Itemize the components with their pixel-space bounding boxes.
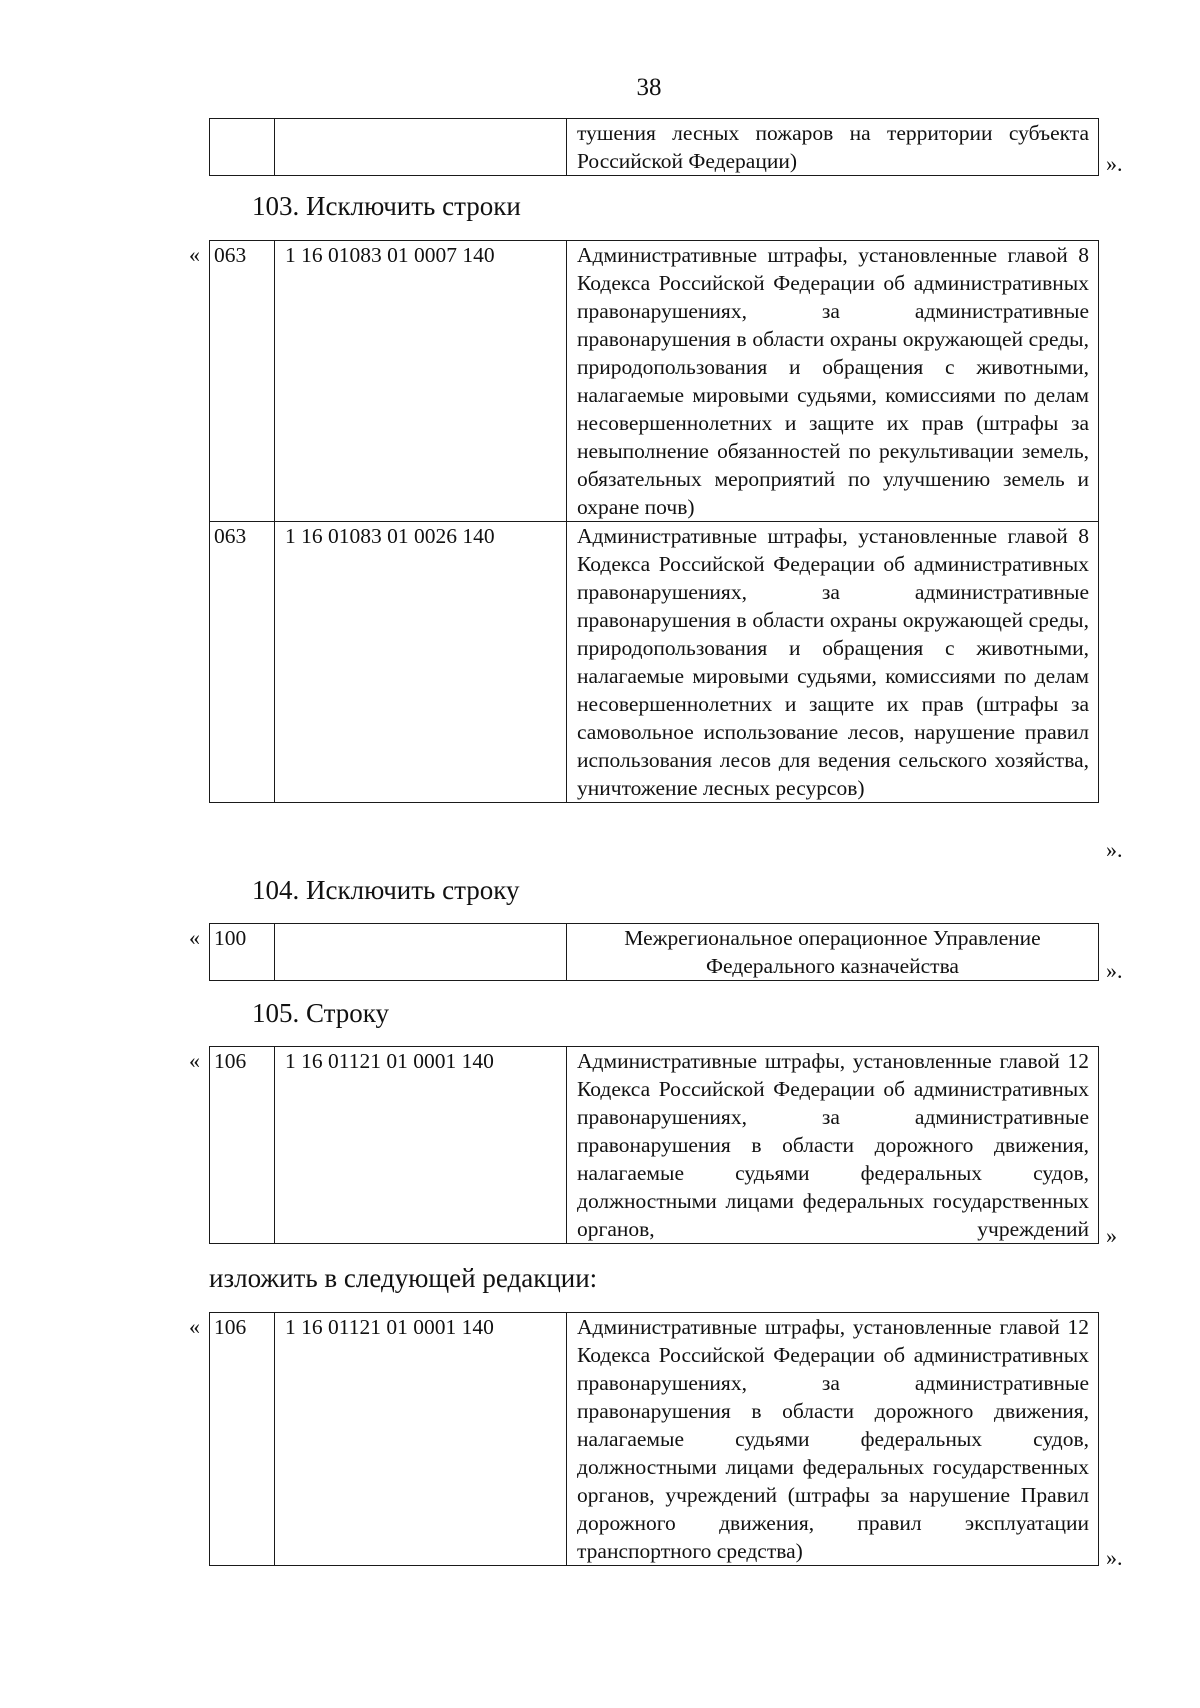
description-cell: Межрегиональное операционное Управление Федерального казначейства bbox=[567, 924, 1099, 981]
kbk-cell: 1 16 01083 01 0007 140 bbox=[275, 241, 567, 522]
kbk-cell: 1 16 01083 01 0026 140 bbox=[275, 522, 567, 803]
kbk-cell bbox=[275, 924, 567, 981]
code-cell: 063 bbox=[210, 241, 275, 522]
table-104 bbox=[209, 923, 1099, 981]
description-cell: Административные штрафы, установленные главой 8 Кодекса Российской Федерации об административных правонарушениях, за административные правонарушения в области охраны окружающей среды, природопользования и обращения с животными, налагаемые мировыми судьями, комиссиями по делам несовершеннолетних и защите их прав (штрафы за невыполнение обязанностей по рекультивации земель, обязательных мероприятий по улучшению земель и охране почв) bbox=[567, 241, 1099, 522]
page-number: 38 bbox=[636, 74, 662, 101]
kbk-cell bbox=[275, 119, 567, 176]
open-quote: « bbox=[189, 1314, 200, 1339]
paragraph-105: 105. Строку bbox=[252, 998, 390, 1028]
table-continuation bbox=[209, 118, 1099, 176]
code-cell: 106 bbox=[210, 1047, 275, 1244]
table-row bbox=[210, 522, 1099, 803]
table-103 bbox=[209, 240, 1099, 803]
table-105 bbox=[209, 1046, 1099, 1244]
code-cell: 100 bbox=[210, 924, 275, 981]
table-row bbox=[210, 241, 1099, 522]
description-cell: тушения лесных пожаров на территории субъекта Российской Федерации) bbox=[567, 119, 1099, 176]
close-quote: ». bbox=[1106, 151, 1123, 176]
paragraph-new-wording: изложить в следующей редакции: bbox=[209, 1263, 598, 1293]
paragraph-104: 104. Исключить строку bbox=[252, 875, 520, 905]
open-quote: « bbox=[189, 242, 200, 267]
paragraph-103: 103. Исключить строки bbox=[252, 191, 521, 221]
close-quote: » bbox=[1106, 1223, 1117, 1248]
table-new-wording bbox=[209, 1312, 1099, 1566]
table-row bbox=[210, 1313, 1099, 1566]
close-quote: ». bbox=[1106, 1545, 1123, 1570]
table-row bbox=[210, 1047, 1099, 1244]
kbk-cell: 1 16 01121 01 0001 140 bbox=[275, 1313, 567, 1566]
description-cell: Административные штрафы, установленные главой 12 Кодекса Российской Федерации об административных правонарушениях, за административные правонарушения в области дорожного движения, налагаемые судьями федеральных судов, должностными лицами федеральных государственных органов, учреждений bbox=[567, 1047, 1099, 1244]
kbk-cell: 1 16 01121 01 0001 140 bbox=[275, 1047, 567, 1244]
open-quote: « bbox=[189, 1048, 200, 1073]
description-cell: Административные штрафы, установленные главой 12 Кодекса Российской Федерации об административных правонарушениях, за административные правонарушения в области дорожного движения, налагаемые судьями федеральных судов, должностными лицами федеральных государственных органов, учреждений (штрафы за нарушение Правил дорожного движения, правил эксплуатации транспортного средства) bbox=[567, 1313, 1099, 1566]
code-cell bbox=[210, 119, 275, 176]
close-quote: ». bbox=[1106, 837, 1123, 862]
table-row bbox=[210, 119, 1099, 176]
code-cell: 106 bbox=[210, 1313, 275, 1566]
table-row bbox=[210, 924, 1099, 981]
open-quote: « bbox=[189, 925, 200, 950]
close-quote: ». bbox=[1106, 958, 1123, 983]
description-cell: Административные штрафы, установленные главой 8 Кодекса Российской Федерации об административных правонарушениях, за административные правонарушения в области охраны окружающей среды, природопользования и обращения с животными, налагаемые мировыми судьями, комиссиями по делам несовершеннолетних и защите их прав (штрафы за самовольное использование лесов, нарушение правил использования лесов для ведения сельского хозяйства, уничтожение лесных ресурсов) bbox=[567, 522, 1099, 803]
code-cell: 063 bbox=[210, 522, 275, 803]
